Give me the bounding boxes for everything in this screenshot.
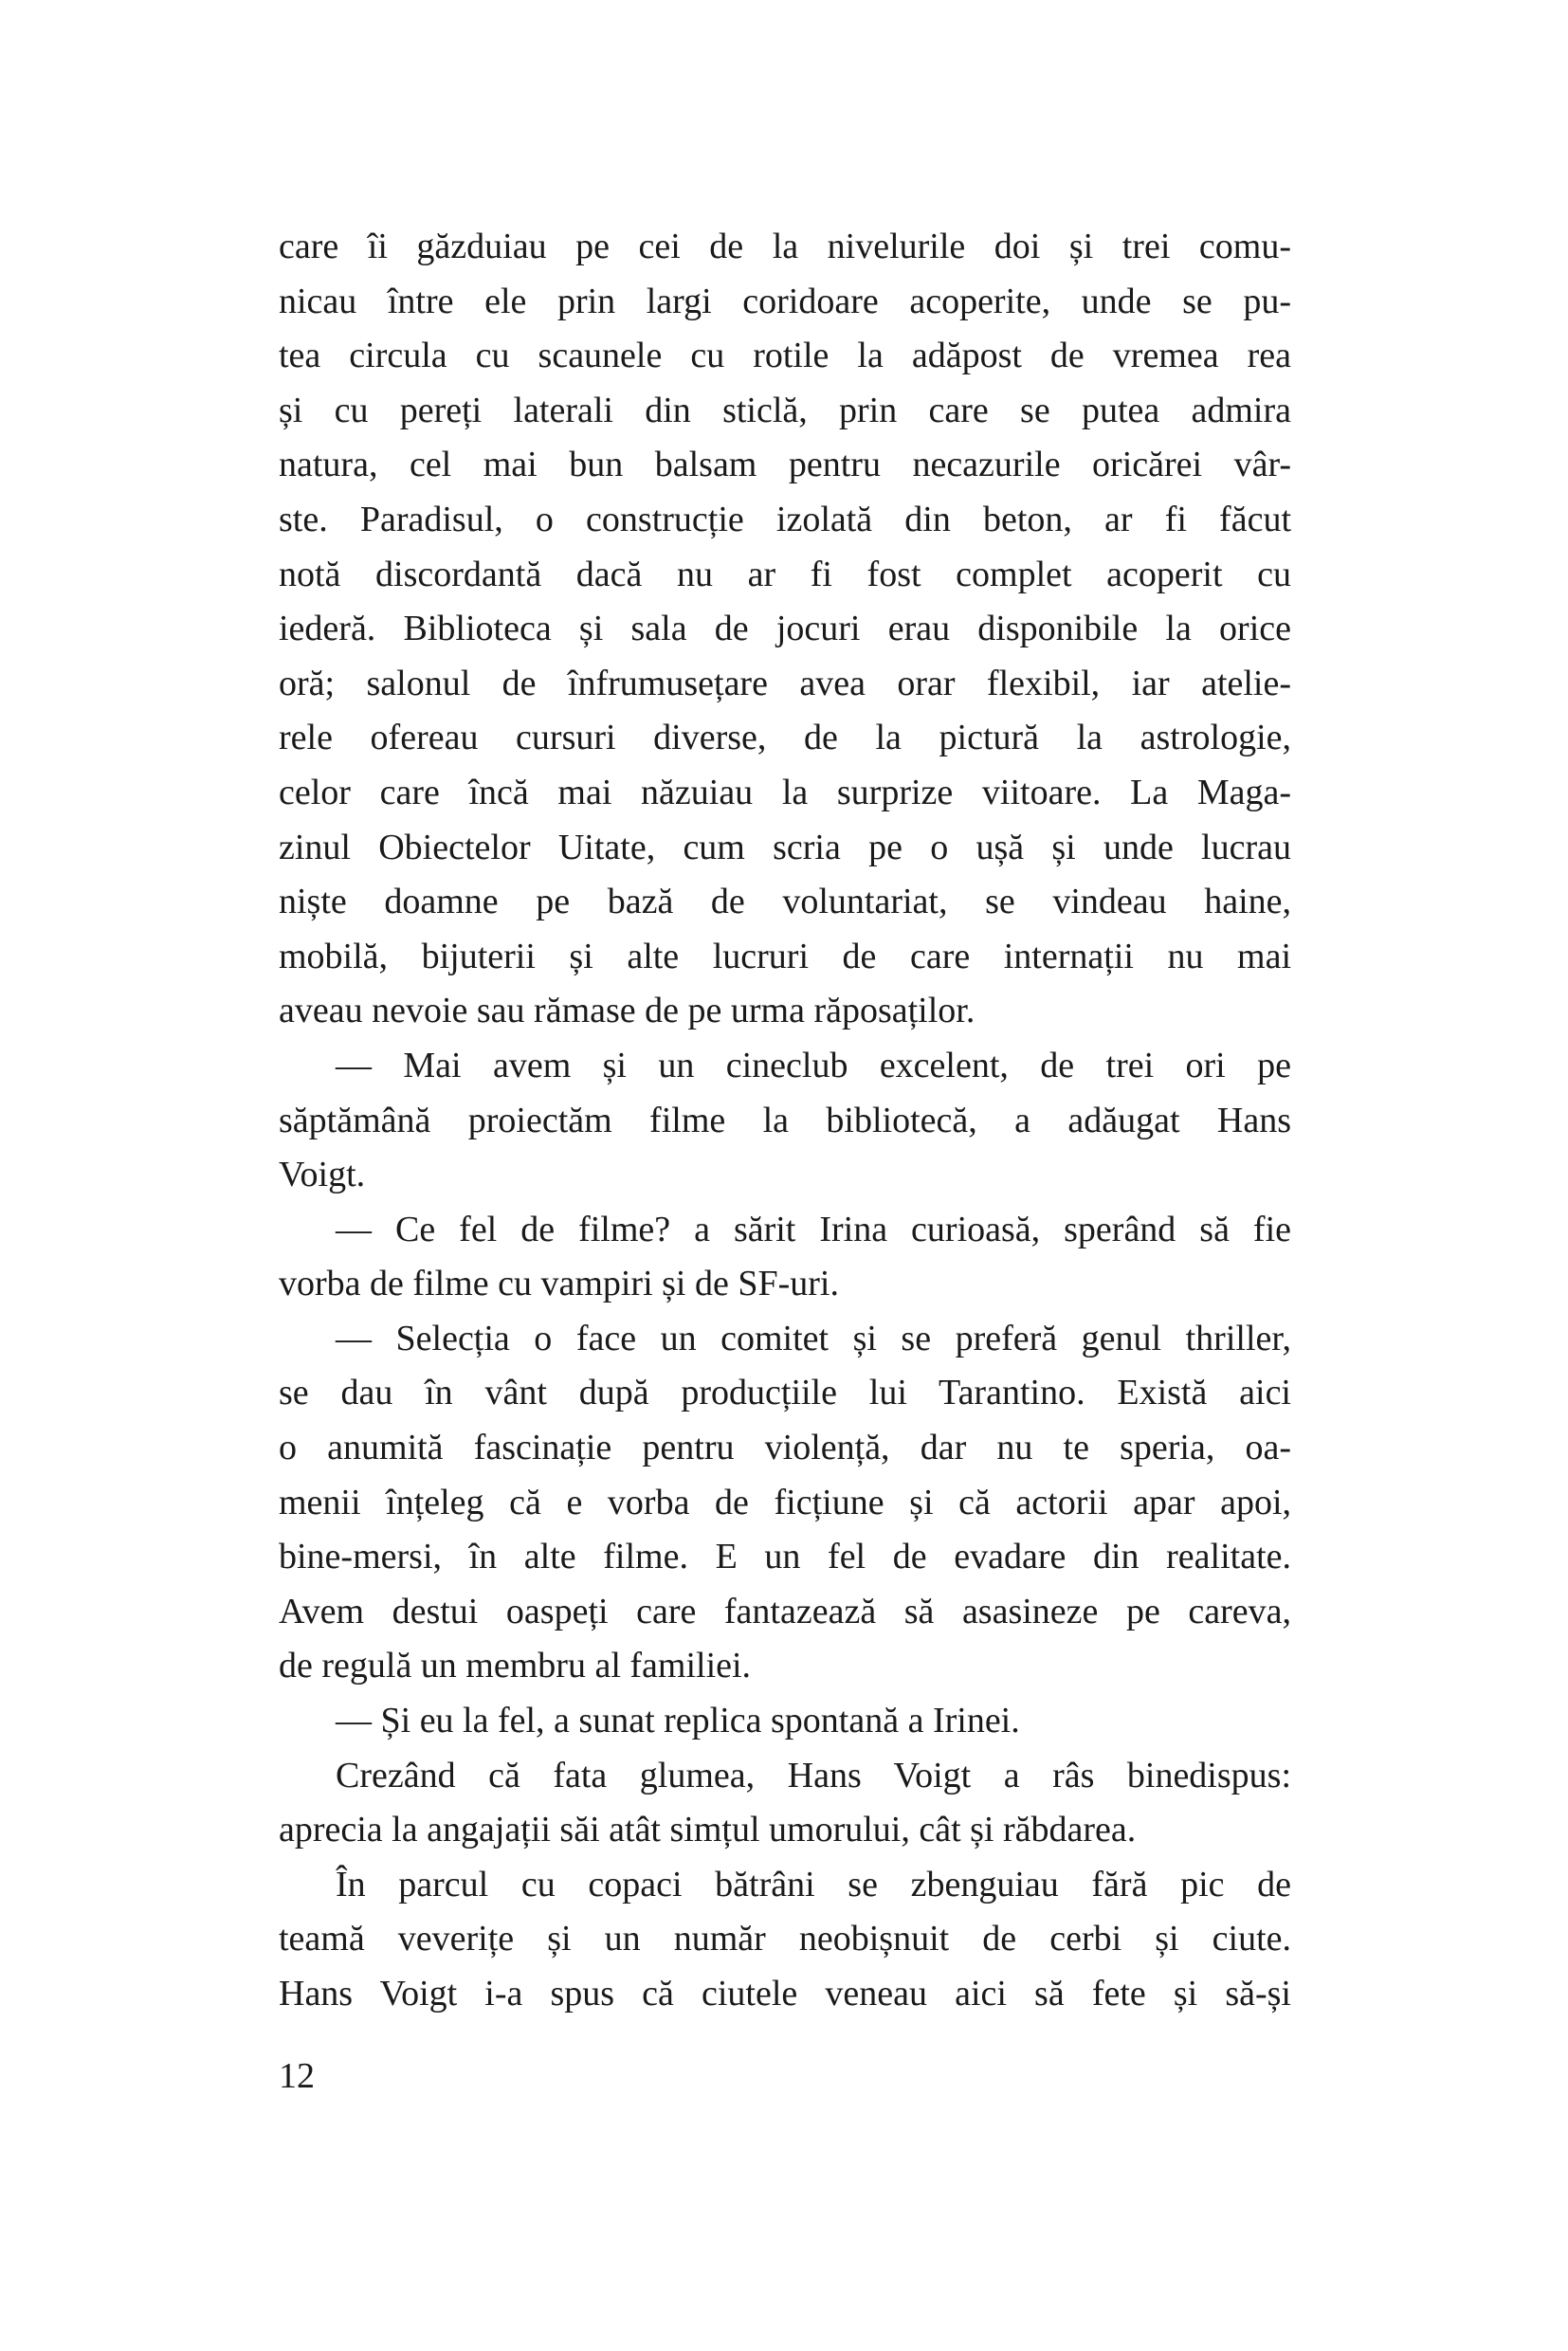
text-line: — Ce fel de filme? a sărit Irina curioasă, sperând să fie bbox=[336, 1209, 1291, 1249]
text-line: teamă veverițe și un număr neobișnuit de cerbi și ciute. bbox=[279, 1919, 1291, 1959]
text-line: menii înțeleg că e vorba de ficțiune și că actorii apar apoi, bbox=[279, 1482, 1291, 1522]
text-line: de regulă un membru al familiei. bbox=[279, 1646, 752, 1686]
text-line: iederă. Biblioteca și sala de jocuri erau disponibile la orice bbox=[279, 609, 1291, 649]
text-line: natura, cel mai bun balsam pentru necazurile oricărei vâr- bbox=[279, 445, 1291, 485]
text-line: tea circula cu scaunele cu rotile la adăpost de vremea rea bbox=[279, 336, 1291, 376]
text-line: Avem destui oaspeți care fantazează să asasineze pe careva, bbox=[279, 1591, 1291, 1631]
text-line: și cu pereți laterali din sticlă, prin care se putea admira bbox=[279, 390, 1291, 430]
text-line: — Selecția o face un comitet și se preferă genul thriller, bbox=[336, 1318, 1291, 1358]
text-line: o anumită fascinație pentru violență, dar nu te speria, oa- bbox=[279, 1428, 1291, 1468]
text-line: care îi găzduiau pe cei de la nivelurile doi și trei comu- bbox=[279, 227, 1291, 266]
text-line: În parcul cu copaci bătrâni se zbenguiau fără pic de bbox=[336, 1864, 1291, 1904]
text-line: bine-mersi, în alte filme. E un fel de evadare din realitate. bbox=[279, 1537, 1291, 1577]
text-line: Hans Voigt i-a spus că ciutele veneau aici să fete și să-și bbox=[279, 1974, 1291, 2014]
text-line: oră; salonul de înfrumusețare avea orar flexibil, iar atelie- bbox=[279, 663, 1291, 703]
text-line: notă discordantă dacă nu ar fi fost complet acoperit cu bbox=[279, 554, 1291, 594]
text-line: celor care încă mai năzuiau la surprize viitoare. La Maga- bbox=[279, 772, 1291, 812]
body-text bbox=[279, 220, 1291, 2022]
text-line: — Mai avem și un cineclub excelent, de trei ori pe bbox=[336, 1045, 1291, 1085]
text-line: niște doamne pe bază de voluntariat, se vindeau haine, bbox=[279, 882, 1291, 922]
text-line: ste. Paradisul, o construcție izolată din beton, ar fi făcut bbox=[279, 499, 1291, 539]
text-line: Voigt. bbox=[279, 1155, 366, 1195]
text-line: aveau nevoie sau rămase de pe urma răposaților. bbox=[279, 991, 975, 1031]
text-line: Crezând că fata glumea, Hans Voigt a râs binedispus: bbox=[336, 1755, 1291, 1795]
text-line: zinul Obiectelor Uitate, cum scria pe o ușă și unde lucrau bbox=[279, 827, 1291, 867]
text-line: se dau în vânt după producțiile lui Tarantino. Există aici bbox=[279, 1373, 1291, 1413]
text-line: nicau între ele prin largi coridoare acoperite, unde se pu- bbox=[279, 281, 1291, 321]
page-number: 12 bbox=[279, 2056, 315, 2096]
text-line: aprecia la angajații săi atât simțul umorului, cât și răbdarea. bbox=[279, 1810, 1137, 1850]
text-line: vorba de filme cu vampiri și de SF-uri. bbox=[279, 1264, 839, 1304]
text-line: — Și eu la fel, a sunat replica spontană a Irinei. bbox=[336, 1701, 1020, 1741]
text-line: mobilă, bijuterii și alte lucruri de care internații nu mai bbox=[279, 936, 1291, 976]
text-line: săptămână proiectăm filme la bibliotecă, a adăugat Hans bbox=[279, 1100, 1291, 1140]
text-line: rele ofereau cursuri diverse, de la pictură la astrologie, bbox=[279, 718, 1291, 758]
